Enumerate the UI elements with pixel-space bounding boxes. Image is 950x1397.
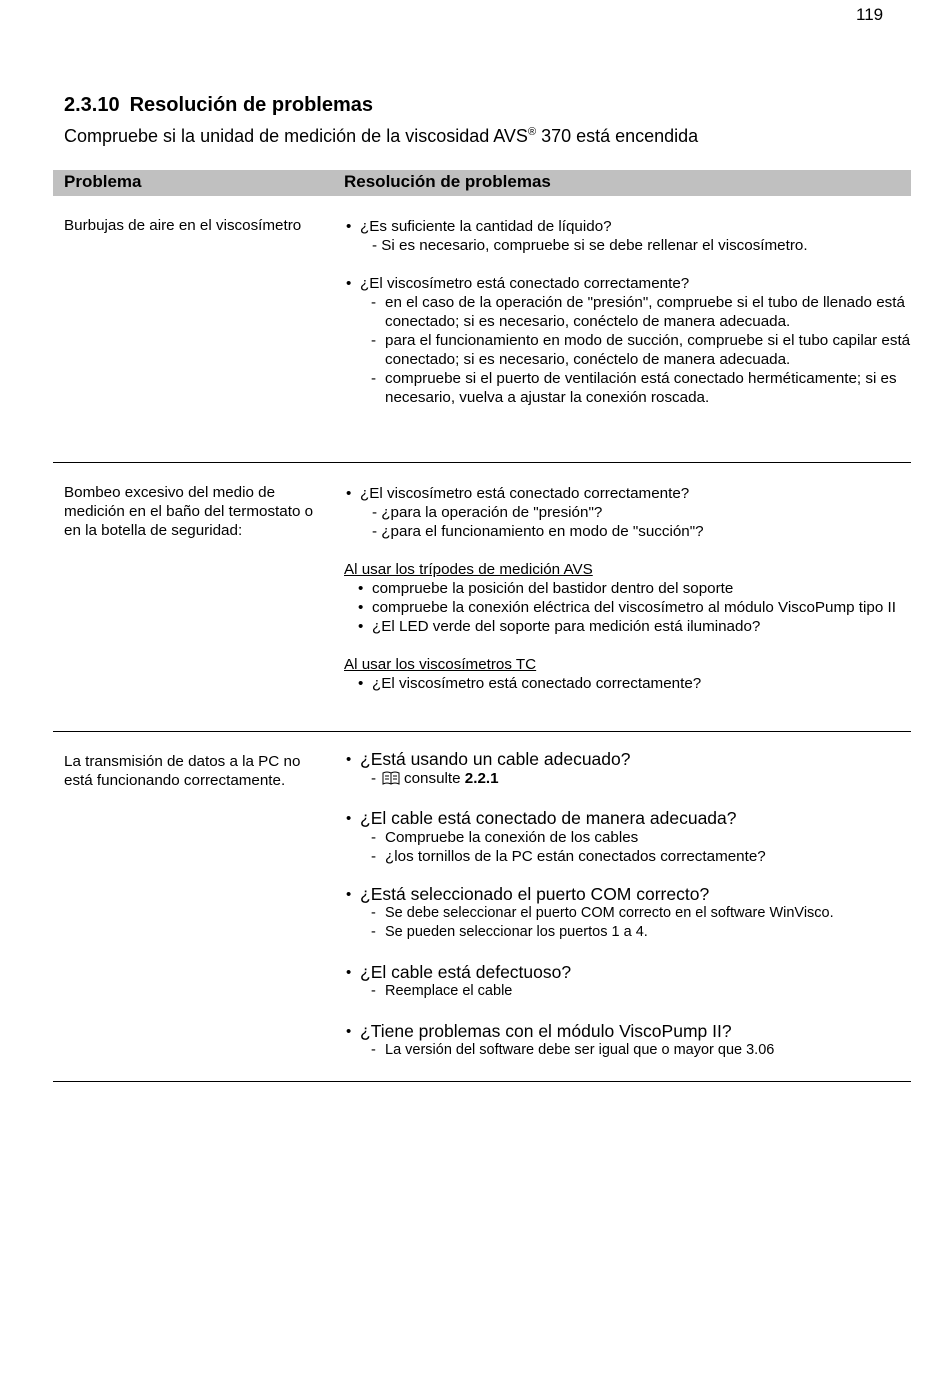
list-subitem: - compruebe si el puerto de ventilación está conectado herméticamente; si es necesario, vuelva a ajustar la conexión roscada. (371, 370, 897, 406)
list-subitem: - Se debe seleccionar el puerto COM correcto en el software WinVisco. (371, 905, 834, 921)
section-title (64, 94, 373, 117)
table-row (53, 732, 911, 1082)
section-subtitle (64, 126, 698, 147)
avs-heading: Al usar los trípodes de medición AVS (344, 561, 593, 578)
subtitle-text: Compruebe si la unidad de medición de la viscosidad AVS (64, 126, 528, 146)
list-item: • ¿Es suficiente la cantidad de líquido? (346, 218, 612, 235)
header-solution: Resolución de problemas (344, 172, 551, 191)
reference-number: 2.2.1 (464, 770, 499, 787)
problem-cell: Bombeo excesivo del medio de medición en el baño del termostato o en la botella de seguridad: (64, 484, 314, 539)
book-icon (382, 771, 400, 785)
solution-cell (344, 732, 911, 1060)
page-number: 119 (856, 5, 884, 24)
problem-cell: Burbujas de aire en el viscosímetro (64, 217, 302, 234)
section-title-text: Resolución de problemas (129, 94, 373, 116)
list-subitem: - Se pueden seleccionar los puertos 1 a 4. (371, 924, 648, 940)
subtitle-text-end: 370 está encendida (536, 126, 699, 146)
troubleshooting-table (53, 170, 911, 1082)
list-subitem: - ¿los tornillos de la PC están conectados correctamente? (371, 848, 766, 865)
tc-heading: Al usar los viscosímetros TC (344, 656, 537, 673)
list-item: • ¿El cable está defectuoso? (346, 962, 572, 982)
solution-cell (344, 463, 911, 693)
problem-cell: La transmisión de datos a la PC no está funcionando correctamente. (64, 753, 301, 789)
list-item: • ¿El viscosímetro está conectado correctamente? (346, 485, 690, 502)
list-item: • ¿El viscosímetro está conectado correctamente? (346, 275, 690, 292)
registered-mark: ® (527, 126, 537, 138)
list-subitem: - en el caso de la operación de "presión", compruebe si el tubo de llenado está conectado; si es necesario, conéctelo de manera adecuada. (371, 294, 905, 330)
list-item: • ¿Está usando un cable adecuado? (346, 749, 631, 769)
list-item: • compruebe la conexión eléctrica del viscosímetro al módulo ViscoPump tipo II (358, 599, 896, 616)
table-header (53, 170, 911, 196)
header-problem: Problema (64, 172, 142, 191)
table-row (53, 196, 911, 463)
solution-cell (344, 196, 911, 407)
list-item: • ¿Está seleccionado el puerto COM correcto? (346, 884, 710, 904)
list-item: • ¿El viscosímetro está conectado correctamente? (358, 675, 702, 692)
list-subitem: - consulte 2.2.1 (371, 770, 499, 787)
list-item: • compruebe la posición del bastidor dentro del soporte (358, 580, 734, 597)
list-subitem: - Compruebe la conexión de los cables (371, 829, 639, 846)
list-subitem: - ¿para la operación de "presión"? (372, 504, 603, 521)
list-subitem: - ¿para el funcionamiento en modo de "succión"? (372, 523, 704, 540)
list-item: • ¿El cable está conectado de manera adecuada? (346, 808, 737, 828)
list-subitem: - La versión del software debe ser igual que o mayor que 3.06 (371, 1042, 775, 1058)
list-subitem: - Si es necesario, compruebe si se debe rellenar el viscosímetro. (372, 237, 808, 254)
list-item: • ¿El LED verde del soporte para medición está iluminado? (358, 618, 761, 635)
section-number: 2.3.10 (64, 94, 120, 116)
list-subitem: - Reemplace el cable (371, 983, 513, 999)
list-subitem: - para el funcionamiento en modo de succión, compruebe si el tubo capilar está conectado; si es necesario, conéctelo de manera adecuada. (371, 332, 911, 368)
table-row (53, 463, 911, 732)
list-item: • ¿Tiene problemas con el módulo ViscoPump II? (346, 1021, 732, 1041)
